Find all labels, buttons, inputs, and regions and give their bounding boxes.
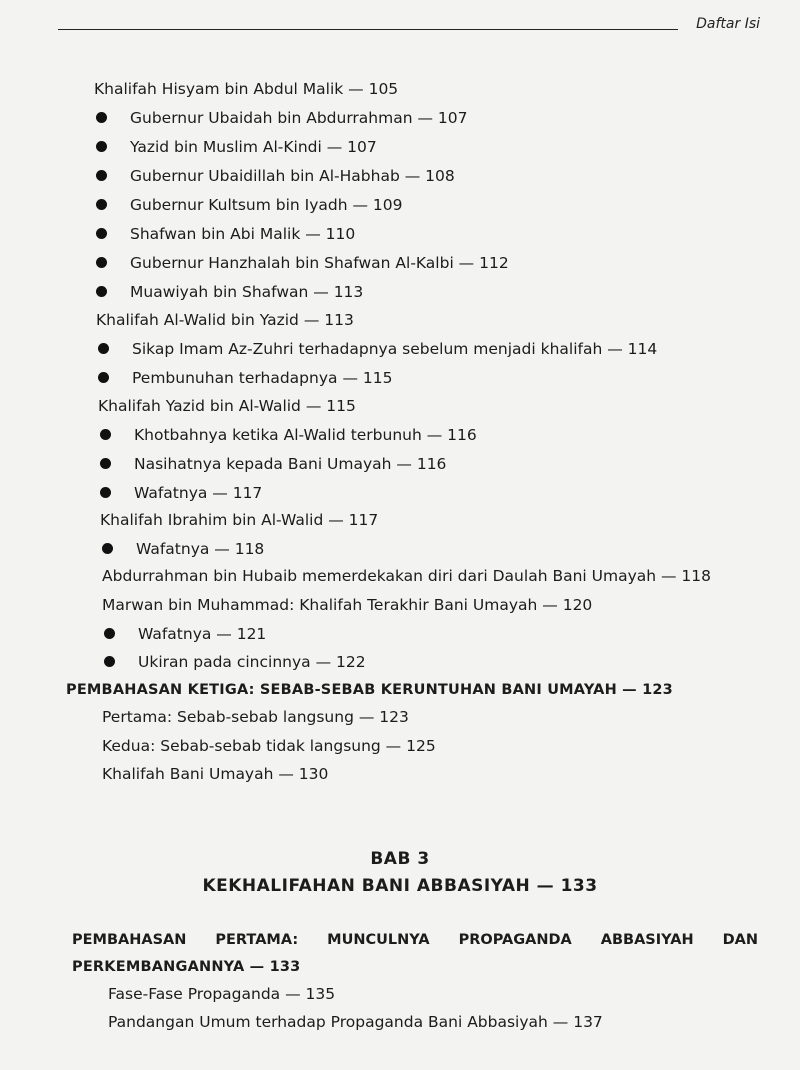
section-heading: PEMBAHASAN KETIGA: SEBAB-SEBAB KERUNTUHAN BANI UMAYAH — 123	[66, 682, 673, 698]
chapter-title: KEKHALIFAHAN BANI ABBASIYAH — 133	[202, 876, 598, 896]
bullet-icon	[100, 487, 111, 498]
bullet-icon	[102, 543, 113, 554]
running-header: Daftar Isi	[696, 16, 760, 32]
bullet-icon	[104, 628, 115, 639]
bullet-icon	[96, 170, 107, 181]
toc-entry: Pertama: Sebab-sebab langsung — 123	[102, 708, 409, 726]
section-heading-line1: PEMBAHASAN PERTAMA: MUNCULNYA PROPAGANDA ABBASIYAH DAN	[72, 932, 758, 948]
bullet-icon	[96, 286, 107, 297]
bullet-icon	[96, 257, 107, 268]
toc-entry: Pandangan Umum terhadap Propaganda Bani Abbasiyah — 137	[108, 1013, 603, 1031]
bullet-icon	[100, 429, 111, 440]
bullet-icon	[98, 343, 109, 354]
toc-entry: Khalifah Ibrahim bin Al-Walid — 117	[100, 511, 379, 529]
toc-entry: Abdurrahman bin Hubaib memerdekakan diri dari Daulah Bani Umayah — 118	[102, 567, 712, 585]
bullet-icon	[96, 112, 107, 123]
toc-entry: Khalifah Yazid bin Al-Walid — 115	[98, 397, 356, 415]
toc-entry: Kedua: Sebab-sebab tidak langsung — 125	[102, 737, 436, 755]
header-rule	[58, 29, 678, 30]
toc-entry: Khalifah Hisyam bin Abdul Malik — 105	[94, 80, 399, 98]
toc-entry: Khalifah Bani Umayah — 130	[102, 765, 329, 783]
toc-entry: Fase-Fase Propaganda — 135	[108, 985, 336, 1003]
bullet-icon	[96, 228, 107, 239]
bullet-icon	[100, 458, 111, 469]
bullet-icon	[96, 141, 107, 152]
toc-entry: Marwan bin Muhammad: Khalifah Terakhir Bani Umayah — 120	[102, 596, 593, 614]
toc-entry: Khalifah Al-Walid bin Yazid — 113	[96, 311, 354, 329]
bullet-icon	[98, 372, 109, 383]
bullet-icon	[104, 656, 115, 667]
bullet-icon	[96, 199, 107, 210]
chapter-number: BAB 3	[370, 849, 430, 869]
section-heading-line2: PERKEMBANGANNYA — 133	[72, 959, 301, 975]
